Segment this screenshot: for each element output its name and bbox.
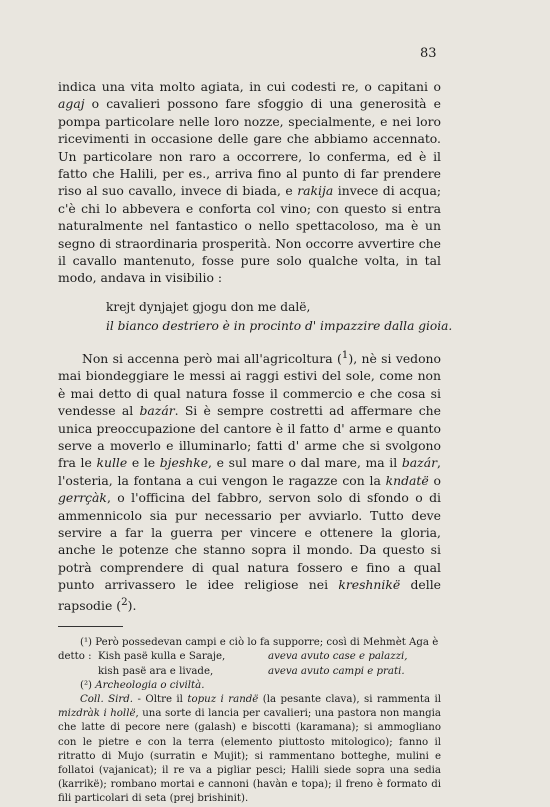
paragraph-1: indica una vita molto agiata, in cui codesti re, o capitani o agaj o cavalieri possono fare sfoggio di una generosità e pompa particolare nelle loro nozze, specialmente, e nei loro ricevimenti in occasione delle gare che abbiamo accennato. Un particolare non raro a occorrere, lo conferma, ed è il fatto che Halili, per es., arriva fino al punto di far prendere riso al suo cavallo, invece di biada, e rakija invece di acqua; c'è chi lo abbevera e conforta col vino; con questo si entra naturalmente nel fantastico o nello spettacoloso, ma è un segno di straordinaria prosperità. Non occorre avvertire che il cavallo mantenuto, fosse pure solo qualche volta, in tal modo, andava in visibilio :: [58, 79, 442, 286]
verse-quote: [106, 298, 453, 336]
footnote-2: (²) Archeologia o civiltà.: [80, 679, 205, 691]
page-number: 83: [420, 46, 437, 61]
footnote-divider: [58, 626, 123, 627]
footnote-verse-row: kish pasë ara e livade, aveva avuto campi e prati.: [98, 665, 405, 677]
footnote-1: (¹) Però possedevan campi e ciò lo fa supporre; così di Mehmèt Aga è: [80, 637, 439, 649]
footnote-3: Coll. Sird. - Oltre il topuz i randë (la pesante clava), si rammenta il mizdràk i hollë, una sorte di lancia per cavalieri; una pastora non mangia che latte di pecore nere (galash) e biscotti (karamana); si ammogliano con le pietre e con la terra (elemento piuttosto mitologico); fanno il ritratto di Mujo (surratin e Mujit); si rammentano botteghe, mulini e follatoi (vajanicat); il re va a pigliar pesci; Halili siede sopra una sedia (karrikë); rombano mortai e cannoni (havàn e topa); il freno è formato di fili particolari di seta (prej brishinit).: [58, 694, 441, 805]
paragraph-2: Non si accenna però mai all'agricoltura ($^1$), nè si vedono mai biondeggiare le messi ai raggi estivi del sole, come non è mai detto di qual natura fosse il commercio e che cosa si vendesse al bazár. Si è sempre costretti ad affermare che unica preoccupazione del cantore è il fatto d' arme e quanto serve a moverlo e illuminarlo; fatti d' arme che si svolgono fra le kulle e le bjeshke, e sul mare o dal mare, ma il bazár, l'osteria, la fontana a cui vengon le ragazze con la kndatë o gerrçàk, o l'officina del fabbro, servon solo di sfondo o di ammennicolo sia pur necessario per avviarlo. Tutto deve servire a far la guerra per vincere e ottenere la gloria, anche le potenze che stanno sopra il mondo. Da questo si potrà comprendere di qual natura fossero e fino a qual punto arrivassero le idee religiose nei kreshnikë delle rapsodie ($^2$).: [58, 348, 442, 613]
verse-albanian: krejt dynjajet gjogu don me dalë,: [106, 299, 311, 314]
main-text: [58, 78, 453, 807]
verse-italian: il bianco destriero è in procinto d' impazzire dalla gioia.: [106, 318, 453, 333]
footnote-ref-2: 2: [121, 595, 128, 608]
footnotes: [58, 636, 441, 806]
footnote-verse-row: detto : Kish pasë kulla e Saraje, aveva avuto case e palazzi,: [58, 651, 408, 663]
footnote-ref-1: 1: [341, 348, 349, 361]
